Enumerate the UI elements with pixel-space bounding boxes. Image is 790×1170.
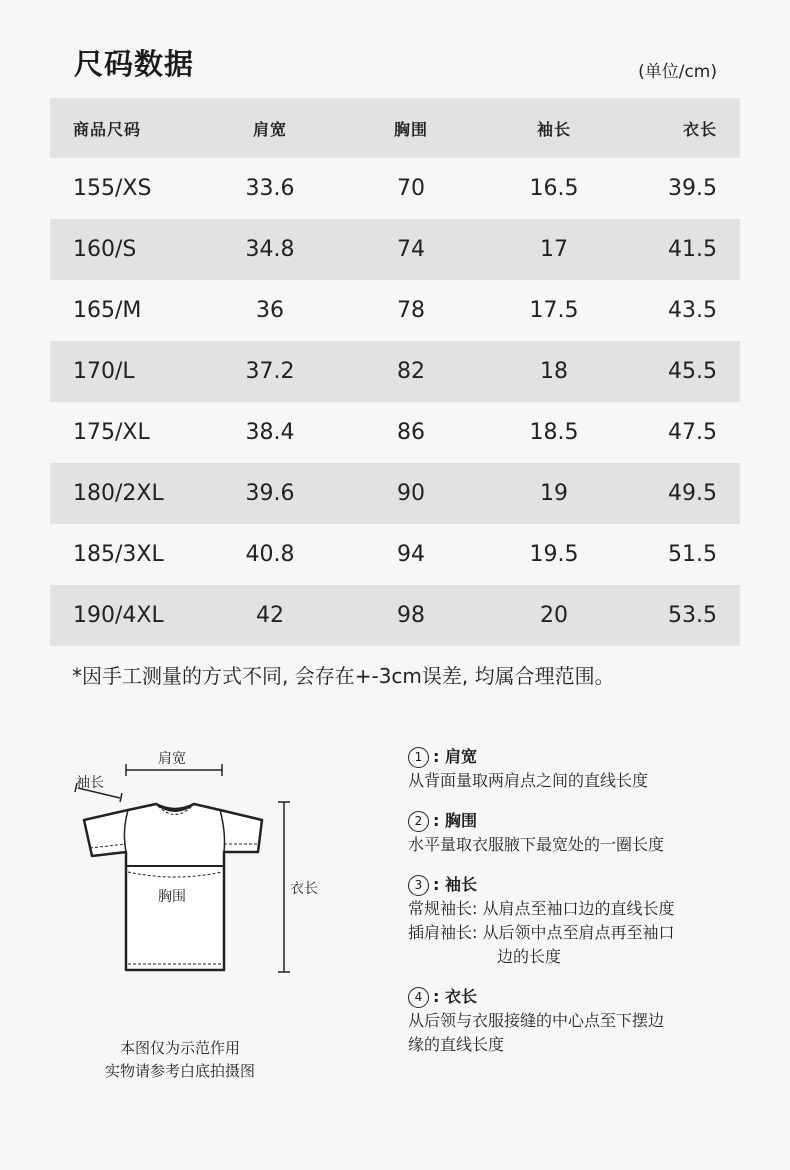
cell-shoulder: 40.8 [245, 542, 295, 567]
cell-size: 190/4XL [73, 603, 164, 628]
cell-sleeve: 17.5 [529, 298, 579, 323]
header-shoulder: 肩宽 [252, 119, 287, 139]
number-circle-icon: 2 [408, 811, 429, 832]
cell-chest: 86 [397, 420, 425, 445]
caption-line: 本图仅为示范作用 [119, 1039, 240, 1057]
chest-label: 胸围 [158, 889, 186, 905]
diagram-caption [80, 1037, 280, 1083]
caption-line: 实物请参考白底拍摄图 [104, 1062, 255, 1080]
cell-chest: 82 [397, 359, 425, 384]
legend-desc: 常规袖长: 从肩点至袖口边的直线长度 [408, 899, 675, 918]
legend-title: : 肩宽 [433, 747, 477, 766]
measurement-legend [408, 745, 748, 1073]
table-row [50, 524, 740, 585]
cell-size: 165/M [73, 298, 142, 323]
cell-size: 180/2XL [73, 481, 164, 506]
tshirt-icon [60, 740, 360, 990]
legend-title: : 衣长 [433, 987, 477, 1006]
cell-chest: 70 [397, 176, 425, 201]
size-table [50, 98, 740, 646]
cell-length: 45.5 [668, 359, 717, 384]
sleeve-label: 袖长 [76, 775, 104, 791]
legend-title: : 袖长 [433, 875, 477, 894]
cell-length: 43.5 [668, 298, 717, 323]
table-header [50, 98, 740, 158]
cell-sleeve: 17 [540, 237, 568, 262]
cell-chest: 94 [397, 542, 425, 567]
cell-shoulder: 38.4 [245, 420, 295, 445]
table-row [50, 585, 740, 646]
legend-desc: 水平量取衣服腋下最宽处的一圈长度 [408, 835, 665, 854]
cell-sleeve: 19.5 [529, 542, 579, 567]
number-circle-icon: 1 [408, 747, 429, 768]
legend-item-chest [408, 809, 748, 857]
unit-label: (单位/cm) [638, 62, 717, 82]
cell-size: 170/L [73, 359, 135, 384]
cell-length: 41.5 [668, 237, 717, 262]
cell-sleeve: 18.5 [529, 420, 579, 445]
legend-desc: 从后领与衣服接缝的中心点至下摆边 [408, 1011, 665, 1030]
cell-chest: 78 [397, 298, 425, 323]
cell-shoulder: 42 [256, 603, 284, 628]
cell-shoulder: 37.2 [245, 359, 295, 384]
page-title: 尺码数据 [74, 47, 195, 81]
legend-item-shoulder [408, 745, 748, 793]
legend-desc: 缘的直线长度 [408, 1035, 505, 1054]
cell-sleeve: 20 [540, 603, 568, 628]
header-chest: 胸围 [393, 119, 428, 139]
cell-sleeve: 18 [540, 359, 568, 384]
header-size: 商品尺码 [73, 119, 142, 139]
header-length: 衣长 [682, 119, 717, 139]
cell-size: 185/3XL [73, 542, 164, 567]
cell-size: 155/XS [73, 176, 152, 201]
cell-size: 175/XL [73, 420, 150, 445]
legend-desc: 插肩袖长: 从后领中点至肩点再至袖口 [408, 923, 675, 942]
legend-desc: 从背面量取两肩点之间的直线长度 [408, 771, 649, 790]
table-row [50, 341, 740, 402]
cell-shoulder: 36 [256, 298, 284, 323]
cell-length: 53.5 [668, 603, 717, 628]
cell-chest: 98 [397, 603, 425, 628]
number-circle-icon: 3 [408, 875, 429, 896]
table-row [50, 280, 740, 341]
cell-sleeve: 19 [540, 481, 568, 506]
legend-item-length [408, 985, 748, 1057]
table-row [50, 158, 740, 219]
table-row [50, 463, 740, 524]
table-row [50, 402, 740, 463]
measurement-note: *因手工测量的方式不同, 会存在+-3cm误差, 均属合理范围。 [72, 664, 615, 688]
cell-shoulder: 34.8 [245, 237, 295, 262]
legend-desc: 边的长度 [497, 947, 562, 966]
cell-sleeve: 16.5 [529, 176, 579, 201]
cell-size: 160/S [73, 237, 137, 262]
shoulder-label: 肩宽 [158, 751, 186, 767]
length-label: 衣长 [290, 881, 318, 897]
cell-length: 39.5 [668, 176, 717, 201]
header-sleeve: 袖长 [536, 119, 571, 139]
cell-length: 51.5 [668, 542, 717, 567]
cell-shoulder: 33.6 [245, 176, 295, 201]
legend-title: : 胸围 [433, 811, 477, 830]
legend-item-sleeve [408, 873, 748, 969]
cell-chest: 74 [397, 237, 425, 262]
cell-shoulder: 39.6 [245, 481, 295, 506]
tshirt-diagram [60, 740, 360, 990]
cell-length: 49.5 [668, 481, 717, 506]
number-circle-icon: 4 [408, 987, 429, 1008]
cell-length: 47.5 [668, 420, 717, 445]
table-row [50, 219, 740, 280]
cell-chest: 90 [397, 481, 425, 506]
